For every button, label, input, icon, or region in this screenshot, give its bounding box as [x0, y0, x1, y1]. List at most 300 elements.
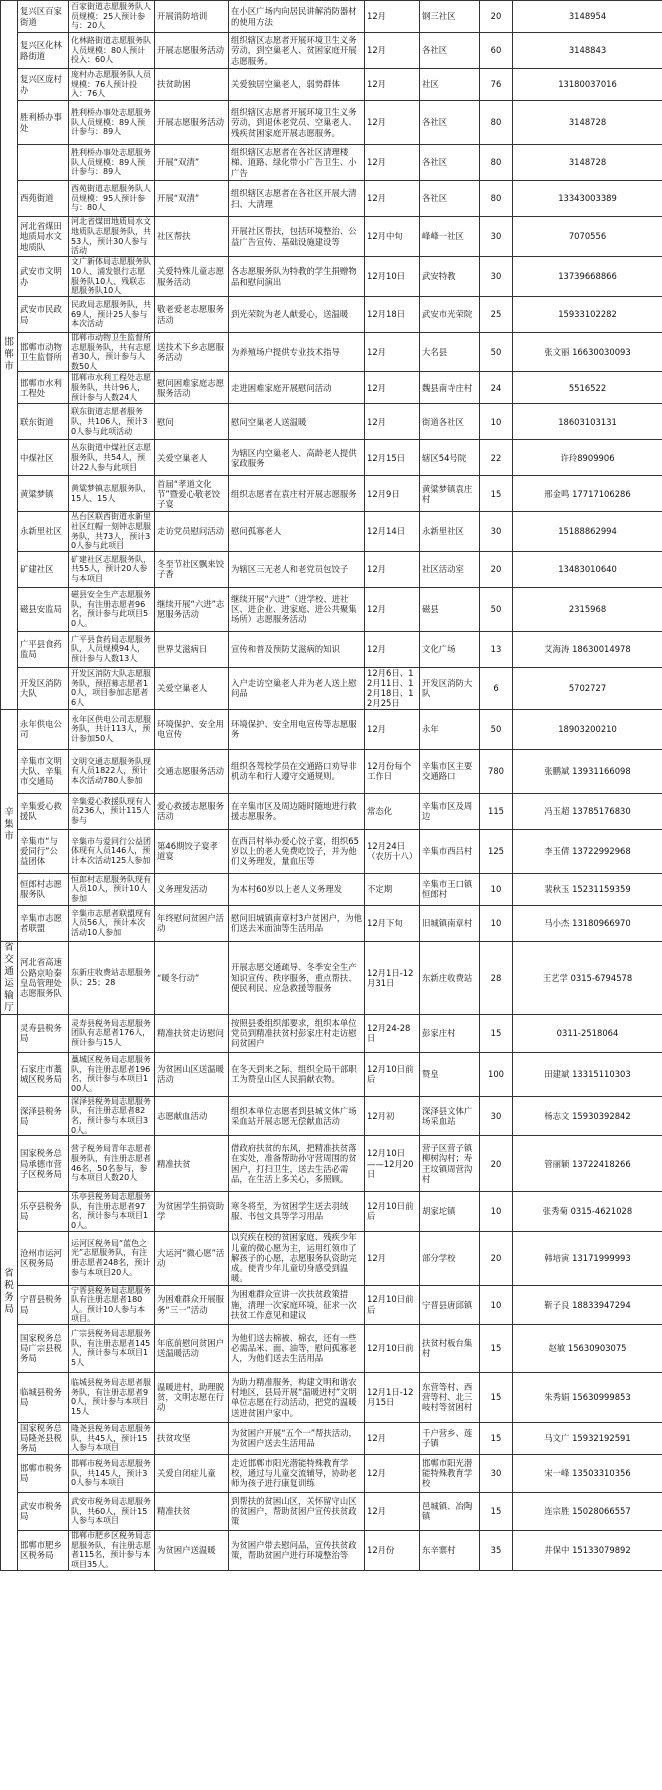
contact-cell: 冯玉超 13785176830 [513, 793, 662, 829]
content-cell: 关爱独居空巢老人，弱势群体 [229, 69, 365, 101]
place-cell: 开发区消防大队 [420, 667, 480, 709]
organization-cell: 庞村办志愿服务队人员规模：76人预计投入：76人 [69, 69, 155, 101]
project-cell: 交通志愿服务活动 [155, 749, 229, 793]
organization-cell: 辛集爱心救援队现有人员236人，预计115人参与 [69, 793, 155, 829]
project-cell: 关爱自闭症儿童 [155, 1454, 229, 1492]
unit-cell: 乐亭县税务局 [18, 1192, 69, 1231]
time-cell: 12月6日、12月11日、12月18日、12月25日 [365, 667, 420, 709]
project-cell: 扶贫助困 [155, 69, 229, 101]
table-row [1, 1192, 662, 1231]
time-cell: 12月 [365, 551, 420, 587]
time-cell: 12月1日-12月15日 [365, 1372, 420, 1422]
project-cell: 年底前慰问贫困户送温暖活动 [155, 1324, 229, 1372]
table-row [1, 33, 662, 69]
contact-cell: 管丽颖 13722418266 [513, 1136, 662, 1192]
unit-cell: 沧州市运河区税务局 [18, 1231, 69, 1285]
place-cell: 街道各社区 [420, 404, 480, 440]
table-row [1, 829, 662, 873]
time-cell: 12月10日前后 [365, 1285, 420, 1324]
project-cell: 继续开展“六进”志愿服务活动 [155, 587, 229, 631]
organization-cell: 化林路街道志愿服务队人员规模：80人预计投入：60人 [69, 33, 155, 69]
project-cell: 世界艾滋病日 [155, 631, 229, 667]
organization-cell: 深泽县税务局志愿服务队，有注册志愿者82名，预计参与本项目30人。 [69, 1096, 155, 1135]
unit-cell: 国家税务总局承德市营子区税务局 [18, 1136, 69, 1192]
time-cell: 12月 [365, 631, 420, 667]
contact-cell: 朱秀娟 15630999853 [513, 1372, 662, 1422]
organization-cell: 临城县税务局志愿者服务队，有注册志愿者90人，预计参与本项目15人 [69, 1372, 155, 1422]
organization-cell: 河北省煤田地质局水文地质队志愿服务队，共53人，预计30人参与活动 [69, 217, 155, 257]
participant-count-cell: 10 [480, 873, 513, 905]
content-cell: 为辖区三无老人和老党员包饺子 [229, 551, 365, 587]
participant-count-cell: 15 [480, 1014, 513, 1052]
participant-count-cell: 80 [480, 101, 513, 145]
content-cell: 借政府扶贫的东风，把精准扶贫落在实处，准备帮助孙守营周围的贫困户，打扫卫生，送去生活必需品，在生活上多关心，多照顾。 [229, 1136, 365, 1192]
contact-cell: 13180037016 [513, 69, 662, 101]
content-cell: 慰问空巢老人送温暖 [229, 404, 365, 440]
unit-cell: 武安市税务局 [18, 1492, 69, 1530]
content-cell: 为本村60岁以上老人义务理发 [229, 873, 365, 905]
table-row [1, 631, 662, 667]
table-row [1, 551, 662, 587]
contact-cell: 李玉倩 13722992968 [513, 829, 662, 873]
place-cell: 旧城镇南章村 [420, 905, 480, 941]
project-cell: 精准扶贫 [155, 1136, 229, 1192]
organization-cell: 广宗县税务局志愿服务队，有注册志愿者145人，预计参与本项目15人 [69, 1324, 155, 1372]
place-cell: 宁晋县唐邱镇 [420, 1285, 480, 1324]
unit-cell: 邯郸市水利工程处 [18, 372, 69, 404]
table-row [1, 873, 662, 905]
content-cell: 在小区广场内向居民讲解消防器材的使用方法 [229, 1, 365, 33]
project-cell: 为贫困学生捐资助学 [155, 1192, 229, 1231]
table-row [1, 1285, 662, 1324]
table-row [1, 1422, 662, 1454]
participant-count-cell: 60 [480, 33, 513, 69]
place-cell: 各社区 [420, 181, 480, 217]
contact-cell: 3148728 [513, 145, 662, 181]
time-cell: 12月1日-12月31日 [365, 941, 420, 1014]
content-cell: 宣传和普及预防艾滋病的知识 [229, 631, 365, 667]
content-cell: 环境保护、安全用电宣传等志愿服务 [229, 709, 365, 749]
unit-cell: 武安市文明办 [18, 257, 69, 297]
contact-cell: 7070556 [513, 217, 662, 257]
place-cell: 钢三社区 [420, 1, 480, 33]
region-cell: 省税务局 [1, 1014, 18, 1570]
place-cell: 黄粱梦镇袁庄村 [420, 476, 480, 512]
table-row [1, 145, 662, 181]
project-cell: 首届“孝道文化节”暨爱心敬老饺子宴 [155, 476, 229, 512]
time-cell: 12月14日 [365, 512, 420, 551]
table-row [1, 1096, 662, 1135]
content-cell: 走近邯郸市阳光潜能特殊教育学校，通过与儿童交流辅导，协助老师为孩子进行康复训练 [229, 1454, 365, 1492]
time-cell: 12月15日 [365, 440, 420, 476]
table-row [1, 587, 662, 631]
place-cell: 赞皇 [420, 1052, 480, 1096]
place-cell: 磁县 [420, 587, 480, 631]
unit-cell: 矿建社区 [18, 551, 69, 587]
time-cell: 12月 [365, 709, 420, 749]
unit-cell: 国家税务总局广宗县税务局 [18, 1324, 69, 1372]
project-cell: 为贫困户送温暖 [155, 1530, 229, 1570]
contact-cell: 13483010640 [513, 551, 662, 587]
contact-cell: 邢金鸣 17717106286 [513, 476, 662, 512]
project-cell: 走访党员慰问活动 [155, 512, 229, 551]
time-cell: 12月份 [365, 1530, 420, 1570]
place-cell: 武安特教 [420, 257, 480, 297]
participant-count-cell: 15 [480, 1372, 513, 1422]
table-row [1, 333, 662, 372]
contact-cell: 连宗胜 15028066557 [513, 1492, 662, 1530]
time-cell: 12月 [365, 69, 420, 101]
participant-count-cell: 22 [480, 440, 513, 476]
content-cell: 组织辖区志愿者在各社区开展大清扫、大清理 [229, 181, 365, 217]
organization-cell: 文广新体局志愿服务队10人、浦发银行志愿服务队10人、残联志愿服务队10人 [69, 257, 155, 297]
time-cell: 12月24日（农历十八） [365, 829, 420, 873]
place-cell: 彭家庄村 [420, 1014, 480, 1052]
table-row [1, 217, 662, 257]
unit-cell: 永年供电公司 [18, 709, 69, 749]
time-cell: 12月 [365, 1492, 420, 1530]
content-cell: 组织辖区志愿者开展环境卫生义务劳动，到空巢老人、贫困家庭开展志愿服务。 [229, 33, 365, 69]
contact-cell: 马小杰 13180966970 [513, 905, 662, 941]
unit-cell: 胜利桥办事处 [18, 101, 69, 145]
table-row [1, 1231, 662, 1285]
contact-cell: 3148954 [513, 1, 662, 33]
time-cell: 12月 [365, 33, 420, 69]
place-cell: 永年 [420, 709, 480, 749]
participant-count-cell: 115 [480, 793, 513, 829]
project-cell: 年终慰问贫困户活动 [155, 905, 229, 941]
time-cell: 12月份每个工作日 [365, 749, 420, 793]
table-row [1, 404, 662, 440]
time-cell: 12月9日 [365, 476, 420, 512]
table-row [1, 440, 662, 476]
project-cell: 精准扶贫走访慰问 [155, 1014, 229, 1052]
participant-count-cell: 20 [480, 1, 513, 33]
contact-cell: 0311-2518064 [513, 1014, 662, 1052]
place-cell: 社区活动室 [420, 551, 480, 587]
organization-cell: 东新庄收费站志愿服务队；25；28 [69, 941, 155, 1014]
place-cell: 扶贫村板台集村 [420, 1324, 480, 1372]
participant-count-cell: 10 [480, 1285, 513, 1324]
contact-cell: 裴秋玉 15231159359 [513, 873, 662, 905]
organization-cell: 文明交通志愿服务队现有人员1822人，预计本次活动780人参加 [69, 749, 155, 793]
place-cell: 东辛寨村 [420, 1530, 480, 1570]
content-cell: 组织志愿者在袁庄村开展志愿服务 [229, 476, 365, 512]
place-cell: 辛集市区主要交通路口 [420, 749, 480, 793]
time-cell: 12月初 [365, 1096, 420, 1135]
project-cell: 冬至节社区飘来饺子香 [155, 551, 229, 587]
place-cell: 各社区 [420, 145, 480, 181]
organization-cell: 西苑街道志愿服务队人员规模：95人预计参与：80人 [69, 181, 155, 217]
participant-count-cell: 76 [480, 69, 513, 101]
contact-cell: 13739668866 [513, 257, 662, 297]
unit-cell: 开发区消防大队 [18, 667, 69, 709]
table-row [1, 1530, 662, 1570]
unit-cell: 灵寿县税务局 [18, 1014, 69, 1052]
organization-cell: 广平县食药局志愿服务队，人员规模94人，预计参与人数13人 [69, 631, 155, 667]
place-cell: 东营等村、西营等村、北三岐村等贫困村 [420, 1372, 480, 1422]
place-cell: 峰峰一社区 [420, 217, 480, 257]
contact-cell: 马文广 15932192591 [513, 1422, 662, 1454]
table-row [1, 1052, 662, 1096]
content-cell: 到光荣院为老人献爱心，送温暖 [229, 297, 365, 333]
content-cell: 在冬天到来之际，组织全局干部职工为赞皇山区人民捐献衣物。 [229, 1052, 365, 1096]
content-cell: 为养殖场户提供专业技术指导 [229, 333, 365, 372]
unit-cell: 复兴区百家街道 [18, 1, 69, 33]
table-row [1, 512, 662, 551]
unit-cell: 恒郎村志愿服务队 [18, 873, 69, 905]
participant-count-cell: 80 [480, 181, 513, 217]
unit-cell: 永新里社区 [18, 512, 69, 551]
content-cell: 开展志愿交通疏导、冬季安全生产知识宣传、秩序服务，重点帮扶、便民利民、应急救援等服务 [229, 941, 365, 1014]
time-cell: 12月10日——12月20日 [365, 1136, 420, 1192]
organization-cell: 民政局志愿服务队，共69人，预计25人参与本次活动 [69, 297, 155, 333]
organization-cell: 乐亭县税务局志愿服务队，有注册志愿者97名，预计参与本项目10人。 [69, 1192, 155, 1231]
organization-cell: 联东街道志愿者服务队，共106人，预计30人参与此项活动 [69, 404, 155, 440]
unit-cell: 复兴区化林路街道 [18, 33, 69, 69]
participant-count-cell: 13 [480, 631, 513, 667]
contact-cell: 艾海涛 18630014978 [513, 631, 662, 667]
organization-cell: 邯郸市动物卫生监督所志愿服务队，共有志愿者30人，预计参与人数50人 [69, 333, 155, 372]
contact-cell: 赵敏 15630903075 [513, 1324, 662, 1372]
organization-cell: 营子税务局青年志愿者服务队，有注册志愿者46名，50名参与，参与本项目人数20人 [69, 1136, 155, 1192]
contact-cell: 2315968 [513, 587, 662, 631]
content-cell: 在辛集市区及周边随时随地进行救援志愿服务。 [229, 793, 365, 829]
organization-cell: 矿建社区志愿服务队，共55人，预计20人参与本项目 [69, 551, 155, 587]
contact-cell: 13343003389 [513, 181, 662, 217]
unit-cell [18, 145, 69, 181]
content-cell: 入户走访空巢老人并为老人送上慰问品 [229, 667, 365, 709]
content-cell: 寒冬将至，为贫困学生送去羽绒服、书包文具等学习用品 [229, 1192, 365, 1231]
content-cell: 为贫困户开展“五个一”帮扶活动，为贫困户送去生活用品 [229, 1422, 365, 1454]
time-cell: 12月 [365, 372, 420, 404]
contact-cell: 张鹏斌 13931166098 [513, 749, 662, 793]
contact-cell: 15933102282 [513, 297, 662, 333]
time-cell: 12月下旬 [365, 905, 420, 941]
organization-cell: 黄粱梦镇志愿服务队，15人、15人 [69, 476, 155, 512]
project-cell: 开展志愿服务活动 [155, 101, 229, 145]
unit-cell: 辛集市“与爱同行”公益团体 [18, 829, 69, 873]
organization-cell: 辛集市志愿者联盟现有人员56人，预计本次活动10人参加 [69, 905, 155, 941]
table-row [1, 297, 662, 333]
content-cell: 组织各驾校学员在交通路口劝导非机动车和行人遵守交通规则。 [229, 749, 365, 793]
participant-count-cell: 20 [480, 551, 513, 587]
contact-cell: 5516522 [513, 372, 662, 404]
participant-count-cell: 25 [480, 297, 513, 333]
project-cell: 为贫困山区送温暖活动 [155, 1052, 229, 1096]
content-cell: 为他们送去棉被、棉衣，还有一些必需品米、面、油等，慰问孤寡老人，为他们送去生活用品 [229, 1324, 365, 1372]
time-cell: 12月 [365, 1454, 420, 1492]
place-cell: 千户营乡、莲子镇 [420, 1422, 480, 1454]
organization-cell: 邯郸市肥乡区税务局志愿服务队，有注册志愿者115名，预计参与本项目35人。 [69, 1530, 155, 1570]
table-row [1, 749, 662, 793]
unit-cell: 国家税务总局隆尧县税务局 [18, 1422, 69, 1454]
participant-count-cell: 30 [480, 257, 513, 297]
time-cell: 12月10日 [365, 257, 420, 297]
participant-count-cell: 20 [480, 1136, 513, 1192]
unit-cell: 西苑街道 [18, 181, 69, 217]
place-cell: 大名县 [420, 333, 480, 372]
table-row [1, 372, 662, 404]
time-cell: 12月 [365, 587, 420, 631]
project-cell: 关爱空巢老人 [155, 440, 229, 476]
organization-cell: 藁城区税务局志愿服务队，有注册志愿者196名，预计参与本项目100人。 [69, 1052, 155, 1096]
participant-count-cell: 15 [480, 1422, 513, 1454]
table-row [1, 181, 662, 217]
participant-count-cell: 15 [480, 1492, 513, 1530]
project-cell: 志愿献血活动 [155, 1096, 229, 1135]
unit-cell: 辛集爱心救援队 [18, 793, 69, 829]
participant-count-cell: 15 [480, 476, 513, 512]
organization-cell: 丛台区联西街道永新里社区红帽一刻钟志愿服务队，共73人，预计30人参与此项目 [69, 512, 155, 551]
content-cell: 按照县委组织部要求，组织本单位党员到精准扶贫村彭家庄村走访慰问贫困户 [229, 1014, 365, 1052]
table-row [1, 1136, 662, 1192]
project-cell: “暖冬行动” [155, 941, 229, 1014]
time-cell: 12月 [365, 181, 420, 217]
participant-count-cell: 50 [480, 587, 513, 631]
time-cell: 12月10日前后 [365, 1052, 420, 1096]
contact-cell: 18603103131 [513, 404, 662, 440]
organization-cell: 邯郸市水利工程处志愿服务队，共计96人，预计参与人数24人 [69, 372, 155, 404]
project-cell: 开展“双清” [155, 145, 229, 181]
time-cell: 12月 [365, 404, 420, 440]
organization-cell: 邯郸市税务局志愿服务队，共145人，预计30人参与本项目 [69, 1454, 155, 1492]
participant-count-cell: 50 [480, 333, 513, 372]
table-row [1, 1372, 662, 1422]
organization-cell: 胜利桥办事处志愿服务队人员规模：89人预计参与：89人 [69, 101, 155, 145]
project-cell: 环境保护、安全用电宣传 [155, 709, 229, 749]
table-row [1, 101, 662, 145]
time-cell: 常态化 [365, 793, 420, 829]
unit-cell: 辛集市志愿者联盟 [18, 905, 69, 941]
organization-cell: 宁晋县税务局志愿服务队有注册志愿者180人。预计10人参与本项目。 [69, 1285, 155, 1324]
participant-count-cell: 24 [480, 372, 513, 404]
place-cell: 部分学校 [420, 1231, 480, 1285]
time-cell: 12月中旬 [365, 217, 420, 257]
table-row [1, 476, 662, 512]
participant-count-cell: 6 [480, 667, 513, 709]
unit-cell: 邯郸市税务局 [18, 1454, 69, 1492]
content-cell: 组织辖区志愿者开展环境卫生义务劳动，到退休老党员、空巢老人、残疾贫困家庭开展志愿服务。 [229, 101, 365, 145]
time-cell: 12月 [365, 1422, 420, 1454]
table-row [1, 793, 662, 829]
contact-cell: 王艺学 0315-6794578 [513, 941, 662, 1014]
unit-cell: 宁晋县税务局 [18, 1285, 69, 1324]
place-cell: 胡家坨镇 [420, 1192, 480, 1231]
content-cell: 继续开展“六进”（进学校、进社区、进企业、进家庭、进公共聚集场所）志愿服务活动 [229, 587, 365, 631]
participant-count-cell: 30 [480, 1096, 513, 1135]
place-cell: 辛集市西吕村 [420, 829, 480, 873]
table-row [1, 941, 662, 1014]
time-cell: 12月 [365, 101, 420, 145]
unit-cell: 深泽县税务局 [18, 1096, 69, 1135]
content-cell: 慰问孤寡老人 [229, 512, 365, 551]
organization-cell: 隆尧县税务局志愿服务队，共45人，预计15人参与本项目 [69, 1422, 155, 1454]
region-cell: 省交通运输厅 [1, 941, 18, 1014]
participant-count-cell: 30 [480, 1454, 513, 1492]
place-cell: 文化广场 [420, 631, 480, 667]
unit-cell: 河北省煤田地质局水文地质队 [18, 217, 69, 257]
contact-cell: 许玲8909906 [513, 440, 662, 476]
table-row [1, 1, 662, 33]
contact-cell: 5702727 [513, 667, 662, 709]
organization-cell: 灵寿县税务局志愿服务团队有志愿者176人，预计参与15人 [69, 1014, 155, 1052]
organization-cell: 百家街道志愿服务队人员规模：25人预计参与：20人 [69, 1, 155, 33]
table-row [1, 69, 662, 101]
project-cell: 关爱空巢老人 [155, 667, 229, 709]
table-row [1, 1454, 662, 1492]
participant-count-cell: 10 [480, 404, 513, 440]
project-cell: 义务理发活动 [155, 873, 229, 905]
project-cell: 开展消防培训 [155, 1, 229, 33]
place-cell: 邑城镇、冶陶镇 [420, 1492, 480, 1530]
place-cell: 武安市光荣院 [420, 297, 480, 333]
project-cell: 第46期饺子宴孝道宴 [155, 829, 229, 873]
project-cell: 敬老爱老志愿服务活动 [155, 297, 229, 333]
unit-cell: 中煤社区 [18, 440, 69, 476]
unit-cell: 邯郸市动物卫生监督所 [18, 333, 69, 372]
participant-count-cell: 50 [480, 709, 513, 749]
participant-count-cell: 80 [480, 145, 513, 181]
participant-count-cell: 35 [480, 1530, 513, 1570]
project-cell: 关爱特殊儿童志愿服务活动 [155, 257, 229, 297]
participant-count-cell: 28 [480, 941, 513, 1014]
place-cell: 深泽县文体广场采血站 [420, 1096, 480, 1135]
time-cell: 12月 [365, 1, 420, 33]
contact-cell: 3148728 [513, 101, 662, 145]
unit-cell: 石家庄市藁城区税务局 [18, 1052, 69, 1096]
place-cell: 魏县南寺庄村 [420, 372, 480, 404]
place-cell: 各社区 [420, 33, 480, 69]
organization-cell: 武安市税务局志愿服务队，共60人，预计15人参与本项目 [69, 1492, 155, 1530]
table-row [1, 1324, 662, 1372]
place-cell: 各社区 [420, 101, 480, 145]
participant-count-cell: 30 [480, 217, 513, 257]
project-cell: 社区帮扶 [155, 217, 229, 257]
unit-cell: 黄粱梦镇 [18, 476, 69, 512]
participant-count-cell: 100 [480, 1052, 513, 1096]
unit-cell: 武安市民政局 [18, 297, 69, 333]
place-cell: 营子区营子镇柳树沟村；寿王坟镇周营沟村 [420, 1136, 480, 1192]
table-row [1, 1014, 662, 1052]
content-cell: 开展社区帮扶，包括环境整治、公益广告宣传、基础设施建设等 [229, 217, 365, 257]
contact-cell: 张秀菊 0315-4621028 [513, 1192, 662, 1231]
contact-cell: 田建斌 13315110303 [513, 1052, 662, 1096]
project-cell: 精准扶贫 [155, 1492, 229, 1530]
contact-cell: 井保中 15133079892 [513, 1530, 662, 1570]
organization-cell: 开发区消防大队志愿服务队，预招募志愿者10人，项目参加志愿者6人 [69, 667, 155, 709]
place-cell: 辛集市区及周边 [420, 793, 480, 829]
time-cell: 12月10日前 [365, 1324, 420, 1372]
participant-count-cell: 780 [480, 749, 513, 793]
content-cell: 各志愿服务队为特教的学生捐赠物品和慰问演出 [229, 257, 365, 297]
unit-cell: 辛集市文明大队、辛集市交通局 [18, 749, 69, 793]
time-cell: 12月 [365, 145, 420, 181]
contact-cell: 韩培寅 13171999993 [513, 1231, 662, 1285]
contact-cell: 18903200210 [513, 709, 662, 749]
project-cell: 送技术下乡志愿服务活动 [155, 333, 229, 372]
organization-cell: 胜利桥办事处志愿服务队人员规模：89人预计参与：89人 [69, 145, 155, 181]
time-cell: 12月18日 [365, 297, 420, 333]
organization-cell: 磁县安全生产志愿服务队，有注册志愿者96名，预计参与此项目50人。 [69, 587, 155, 631]
participant-count-cell: 20 [480, 1231, 513, 1285]
project-cell: 开展“双清” [155, 181, 229, 217]
unit-cell: 邯郸市肥乡区税务局 [18, 1530, 69, 1570]
unit-cell: 磁县安监局 [18, 587, 69, 631]
unit-cell: 临城县税务局 [18, 1372, 69, 1422]
participant-count-cell: 10 [480, 905, 513, 941]
project-cell: 爱心救援志愿服务活动 [155, 793, 229, 829]
